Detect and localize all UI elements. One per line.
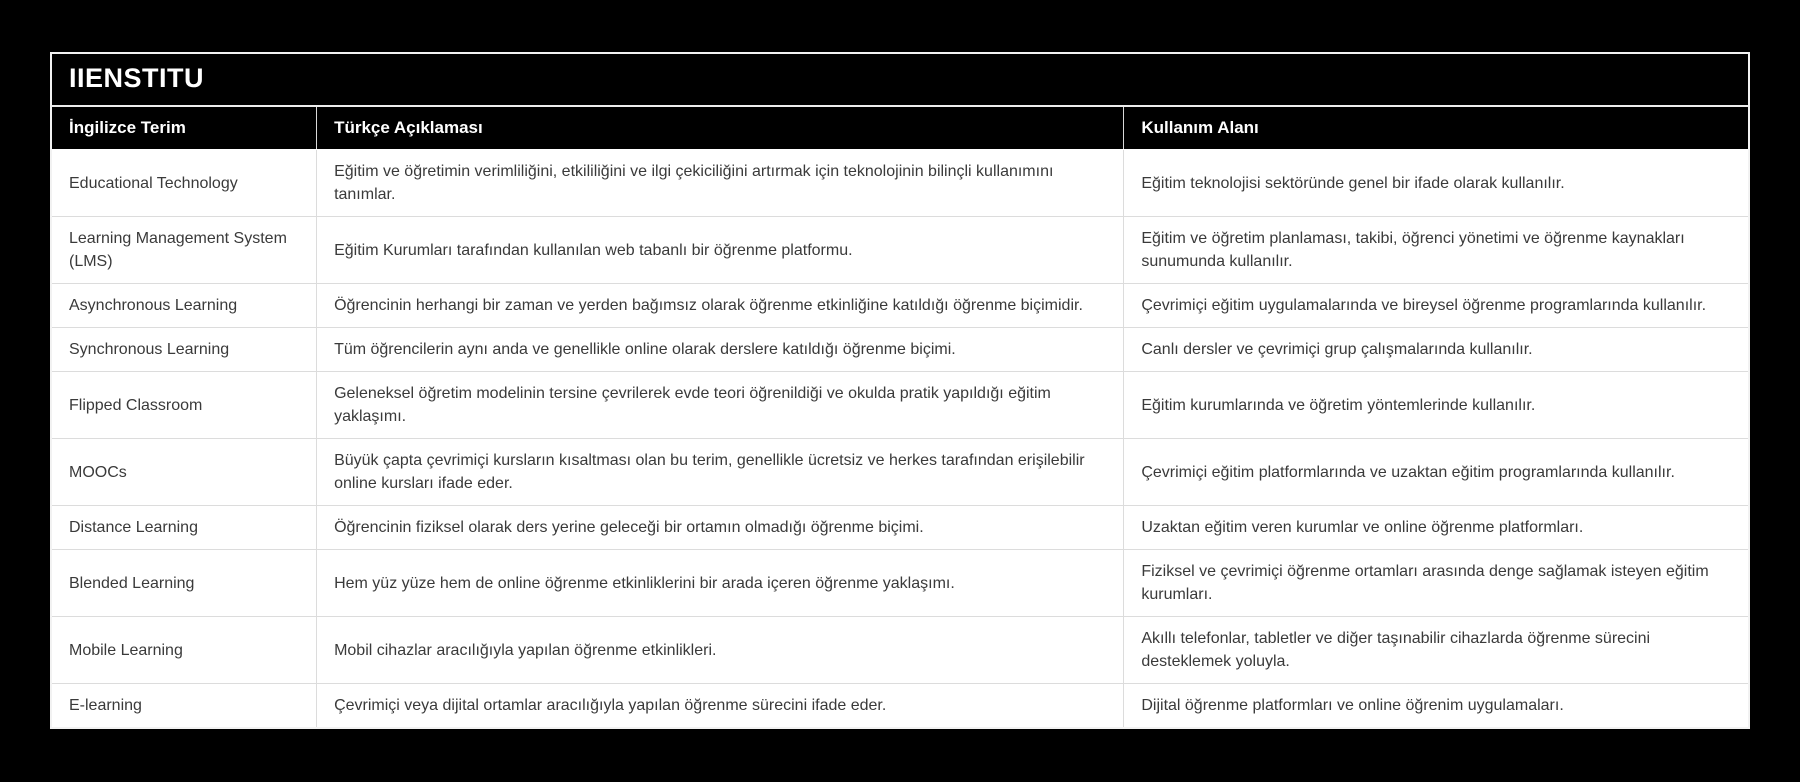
- table-row: [52, 217, 1748, 284]
- title-bar: [52, 54, 1748, 105]
- description-cell: Tüm öğrencilerin aynı anda ve genellikle online olarak derslere katıldığı öğrenme biçimi.: [317, 328, 1124, 372]
- description-cell: Çevrimiçi veya dijital ortamlar aracılığıyla yapılan öğrenme sürecini ifade eder.: [317, 684, 1124, 728]
- description-cell: Mobil cihazlar aracılığıyla yapılan öğrenme etkinlikleri.: [317, 617, 1124, 684]
- header-row: [52, 106, 1748, 150]
- description-cell: Eğitim Kurumları tarafından kullanılan web tabanlı bir öğrenme platformu.: [317, 217, 1124, 284]
- table-row: [52, 439, 1748, 506]
- terms-table: [52, 105, 1748, 727]
- table-header: [52, 106, 1748, 150]
- usage-cell: Eğitim kurumlarında ve öğretim yöntemlerinde kullanılır.: [1124, 372, 1748, 439]
- usage-cell: Uzaktan eğitim veren kurumlar ve online öğrenme platformları.: [1124, 506, 1748, 550]
- table-row: [52, 150, 1748, 217]
- usage-cell: Akıllı telefonlar, tabletler ve diğer taşınabilir cihazlarda öğrenme sürecini desteklemek yoluyla.: [1124, 617, 1748, 684]
- table-row: [52, 617, 1748, 684]
- table-row: [52, 284, 1748, 328]
- usage-cell: Çevrimiçi eğitim platformlarında ve uzaktan eğitim programlarında kullanılır.: [1124, 439, 1748, 506]
- terms-card: [50, 52, 1750, 729]
- description-cell: Hem yüz yüze hem de online öğrenme etkinliklerini bir arada içeren öğrenme yaklaşımı.: [317, 550, 1124, 617]
- term-cell: Blended Learning: [52, 550, 317, 617]
- column-header-english-term: İngilizce Terim: [52, 106, 317, 150]
- term-cell: Distance Learning: [52, 506, 317, 550]
- term-cell: Synchronous Learning: [52, 328, 317, 372]
- term-cell: Educational Technology: [52, 150, 317, 217]
- table-body: [52, 150, 1748, 728]
- table-row: [52, 550, 1748, 617]
- table-row: [52, 372, 1748, 439]
- term-cell: E-learning: [52, 684, 317, 728]
- description-cell: Öğrencinin fiziksel olarak ders yerine geleceği bir ortamın olmadığı öğrenme biçimi.: [317, 506, 1124, 550]
- table-row: [52, 506, 1748, 550]
- column-header-usage-area: Kullanım Alanı: [1124, 106, 1748, 150]
- usage-cell: Eğitim ve öğretim planlaması, takibi, öğrenci yönetimi ve öğrenme kaynakları sunumunda kullanılır.: [1124, 217, 1748, 284]
- term-cell: Flipped Classroom: [52, 372, 317, 439]
- description-cell: Eğitim ve öğretimin verimliliğini, etkililiğini ve ilgi çekiciliğini artırmak için teknolojinin bilinçli kullanımını tanımlar.: [317, 150, 1124, 217]
- table-row: [52, 684, 1748, 728]
- term-cell: Mobile Learning: [52, 617, 317, 684]
- term-cell: Asynchronous Learning: [52, 284, 317, 328]
- column-header-turkish-description: Türkçe Açıklaması: [317, 106, 1124, 150]
- description-cell: Öğrencinin herhangi bir zaman ve yerden bağımsız olarak öğrenme etkinliğine katıldığı öğrenme biçimidir.: [317, 284, 1124, 328]
- usage-cell: Çevrimiçi eğitim uygulamalarında ve bireysel öğrenme programlarında kullanılır.: [1124, 284, 1748, 328]
- term-cell: Learning Management System (LMS): [52, 217, 317, 284]
- usage-cell: Dijital öğrenme platformları ve online öğrenim uygulamaları.: [1124, 684, 1748, 728]
- usage-cell: Fiziksel ve çevrimiçi öğrenme ortamları arasında denge sağlamak isteyen eğitim kurumları.: [1124, 550, 1748, 617]
- description-cell: Büyük çapta çevrimiçi kursların kısaltması olan bu terim, genellikle ücretsiz ve herkes tarafından erişilebilir online kursları ifade eder.: [317, 439, 1124, 506]
- page-title: IIENSTITU: [69, 63, 205, 93]
- usage-cell: Canlı dersler ve çevrimiçi grup çalışmalarında kullanılır.: [1124, 328, 1748, 372]
- usage-cell: Eğitim teknolojisi sektöründe genel bir ifade olarak kullanılır.: [1124, 150, 1748, 217]
- table-row: [52, 328, 1748, 372]
- description-cell: Geleneksel öğretim modelinin tersine çevrilerek evde teori öğrenildiği ve okulda pratik yapıldığı eğitim yaklaşımı.: [317, 372, 1124, 439]
- term-cell: MOOCs: [52, 439, 317, 506]
